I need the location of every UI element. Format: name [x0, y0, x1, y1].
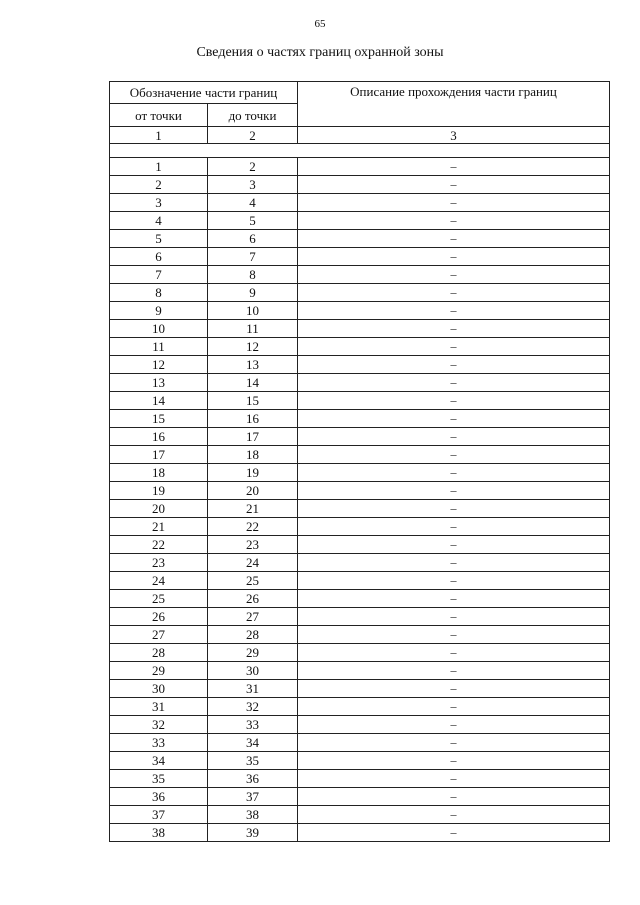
table-row [110, 626, 610, 644]
to-point-cell: 21 [208, 500, 298, 518]
table-row [110, 338, 610, 356]
description-cell: – [298, 590, 610, 608]
description-cell: – [298, 266, 610, 284]
from-point-cell: 36 [110, 788, 208, 806]
description-cell: – [298, 338, 610, 356]
table-row [110, 464, 610, 482]
table-row [110, 176, 610, 194]
from-point-cell: 28 [110, 644, 208, 662]
description-cell: – [298, 446, 610, 464]
from-point-cell: 5 [110, 230, 208, 248]
from-point-cell: 8 [110, 284, 208, 302]
description-cell: – [298, 320, 610, 338]
from-point-cell: 25 [110, 590, 208, 608]
from-point-cell: 22 [110, 536, 208, 554]
page-number: 65 [314, 18, 326, 30]
from-point-cell: 3 [110, 194, 208, 212]
from-point-cell: 35 [110, 770, 208, 788]
to-point-cell: 20 [208, 482, 298, 500]
table-row [110, 212, 610, 230]
to-point-cell: 37 [208, 788, 298, 806]
from-point-cell: 37 [110, 806, 208, 824]
description-cell: – [298, 752, 610, 770]
description-cell: – [298, 374, 610, 392]
to-point-cell: 6 [208, 230, 298, 248]
table-row [110, 158, 610, 176]
to-point-cell: 5 [208, 212, 298, 230]
table-row [110, 374, 610, 392]
document-title: Сведения о частях границ охранной зоны [196, 45, 444, 60]
description-cell: – [298, 644, 610, 662]
table-row [110, 320, 610, 338]
table-row [110, 194, 610, 212]
header-to-point: до точки [208, 104, 298, 127]
description-cell: – [298, 464, 610, 482]
from-point-cell: 4 [110, 212, 208, 230]
to-point-cell: 34 [208, 734, 298, 752]
table-row [110, 770, 610, 788]
to-point-cell: 28 [208, 626, 298, 644]
table-row [110, 734, 610, 752]
description-cell: – [298, 680, 610, 698]
description-cell: – [298, 662, 610, 680]
to-point-cell: 10 [208, 302, 298, 320]
table-row [110, 536, 610, 554]
to-point-cell: 32 [208, 698, 298, 716]
to-point-cell: 7 [208, 248, 298, 266]
from-point-cell: 9 [110, 302, 208, 320]
description-cell: – [298, 716, 610, 734]
from-point-cell: 15 [110, 410, 208, 428]
from-point-cell: 11 [110, 338, 208, 356]
description-cell: – [298, 824, 610, 842]
description-cell: – [298, 500, 610, 518]
from-point-cell: 7 [110, 266, 208, 284]
to-point-cell: 33 [208, 716, 298, 734]
spacer-cell [110, 144, 610, 158]
table-row [110, 788, 610, 806]
description-cell: – [298, 518, 610, 536]
from-point-cell: 10 [110, 320, 208, 338]
from-point-cell: 32 [110, 716, 208, 734]
table-row [110, 716, 610, 734]
from-point-cell: 34 [110, 752, 208, 770]
table-row [110, 482, 610, 500]
from-point-cell: 23 [110, 554, 208, 572]
header-from-point: от точки [110, 104, 208, 127]
from-point-cell: 16 [110, 428, 208, 446]
to-point-cell: 29 [208, 644, 298, 662]
boundary-parts-table [109, 81, 610, 842]
from-point-cell: 1 [110, 158, 208, 176]
description-cell: – [298, 626, 610, 644]
to-point-cell: 11 [208, 320, 298, 338]
from-point-cell: 14 [110, 392, 208, 410]
description-cell: – [298, 230, 610, 248]
spacer-row [110, 144, 610, 158]
table-row [110, 302, 610, 320]
column-number: 2 [208, 127, 298, 144]
from-point-cell: 26 [110, 608, 208, 626]
to-point-cell: 9 [208, 284, 298, 302]
from-point-cell: 13 [110, 374, 208, 392]
to-point-cell: 35 [208, 752, 298, 770]
table-row [110, 554, 610, 572]
to-point-cell: 23 [208, 536, 298, 554]
from-point-cell: 18 [110, 464, 208, 482]
description-cell: – [298, 482, 610, 500]
description-cell: – [298, 302, 610, 320]
to-point-cell: 14 [208, 374, 298, 392]
from-point-cell: 33 [110, 734, 208, 752]
from-point-cell: 30 [110, 680, 208, 698]
table-row [110, 662, 610, 680]
description-cell: – [298, 536, 610, 554]
from-point-cell: 20 [110, 500, 208, 518]
description-cell: – [298, 212, 610, 230]
from-point-cell: 17 [110, 446, 208, 464]
to-point-cell: 26 [208, 590, 298, 608]
from-point-cell: 31 [110, 698, 208, 716]
table-row [110, 500, 610, 518]
table-row [110, 518, 610, 536]
from-point-cell: 38 [110, 824, 208, 842]
table-row [110, 230, 610, 248]
table-row [110, 698, 610, 716]
description-cell: – [298, 158, 610, 176]
from-point-cell: 19 [110, 482, 208, 500]
description-cell: – [298, 788, 610, 806]
from-point-cell: 21 [110, 518, 208, 536]
table-row [110, 392, 610, 410]
to-point-cell: 39 [208, 824, 298, 842]
table-row [110, 446, 610, 464]
table-row [110, 410, 610, 428]
description-cell: – [298, 770, 610, 788]
header-row-group [110, 82, 610, 104]
description-cell: – [298, 356, 610, 374]
description-cell: – [298, 572, 610, 590]
table-row [110, 284, 610, 302]
from-point-cell: 12 [110, 356, 208, 374]
table-row [110, 428, 610, 446]
to-point-cell: 16 [208, 410, 298, 428]
to-point-cell: 36 [208, 770, 298, 788]
to-point-cell: 2 [208, 158, 298, 176]
to-point-cell: 24 [208, 554, 298, 572]
description-cell: – [298, 608, 610, 626]
description-cell: – [298, 410, 610, 428]
description-cell: – [298, 392, 610, 410]
table-row [110, 356, 610, 374]
description-cell: – [298, 806, 610, 824]
description-cell: – [298, 734, 610, 752]
to-point-cell: 15 [208, 392, 298, 410]
to-point-cell: 31 [208, 680, 298, 698]
header-description: Описание прохождения части границ [298, 82, 610, 127]
to-point-cell: 8 [208, 266, 298, 284]
description-cell: – [298, 284, 610, 302]
to-point-cell: 38 [208, 806, 298, 824]
from-point-cell: 6 [110, 248, 208, 266]
header-boundary-designation: Обозначение части границ [110, 82, 298, 104]
to-point-cell: 12 [208, 338, 298, 356]
table-row [110, 572, 610, 590]
to-point-cell: 19 [208, 464, 298, 482]
table-row [110, 266, 610, 284]
to-point-cell: 25 [208, 572, 298, 590]
description-cell: – [298, 194, 610, 212]
to-point-cell: 4 [208, 194, 298, 212]
to-point-cell: 13 [208, 356, 298, 374]
column-number: 3 [298, 127, 610, 144]
from-point-cell: 29 [110, 662, 208, 680]
to-point-cell: 3 [208, 176, 298, 194]
table-row [110, 752, 610, 770]
to-point-cell: 30 [208, 662, 298, 680]
to-point-cell: 27 [208, 608, 298, 626]
table-row [110, 644, 610, 662]
to-point-cell: 22 [208, 518, 298, 536]
column-number: 1 [110, 127, 208, 144]
description-cell: – [298, 428, 610, 446]
description-cell: – [298, 698, 610, 716]
from-point-cell: 24 [110, 572, 208, 590]
description-cell: – [298, 554, 610, 572]
to-point-cell: 18 [208, 446, 298, 464]
from-point-cell: 2 [110, 176, 208, 194]
to-point-cell: 17 [208, 428, 298, 446]
from-point-cell: 27 [110, 626, 208, 644]
table-row [110, 590, 610, 608]
table-row [110, 248, 610, 266]
table-row [110, 824, 610, 842]
description-cell: – [298, 176, 610, 194]
table-row [110, 608, 610, 626]
description-cell: – [298, 248, 610, 266]
table-row [110, 680, 610, 698]
table-row [110, 806, 610, 824]
column-number-row [110, 127, 610, 144]
